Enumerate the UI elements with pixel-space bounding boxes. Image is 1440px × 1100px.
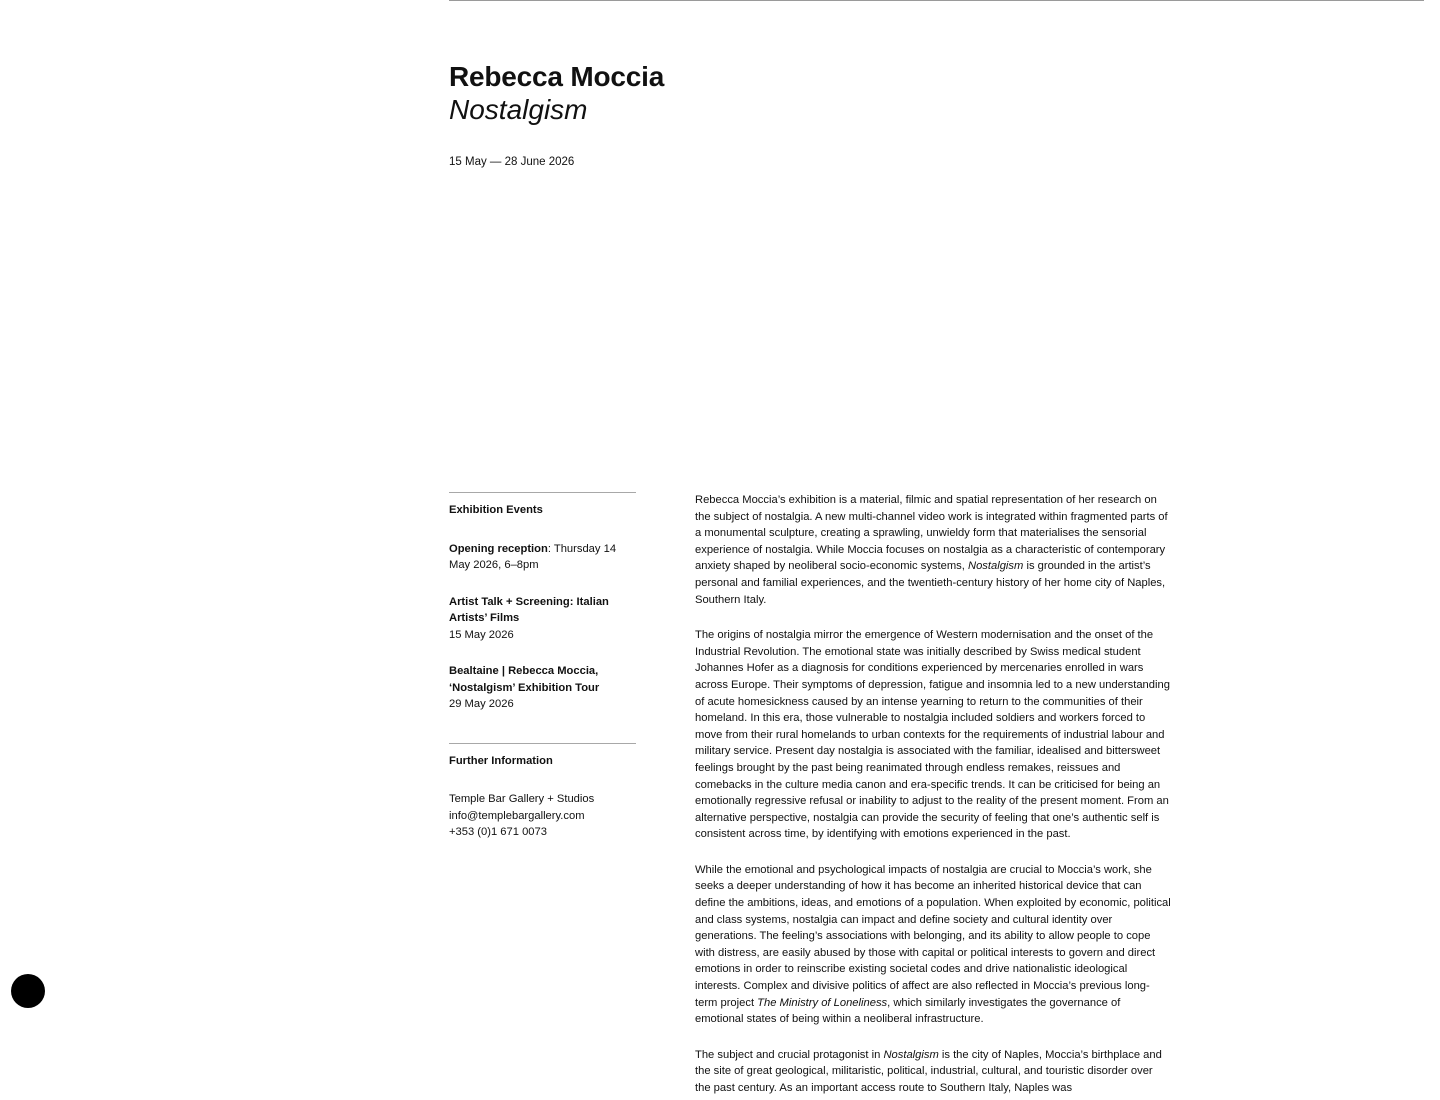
further-information-section [449, 743, 636, 841]
event-opening-reception[interactable] [449, 541, 636, 574]
event-bealtaine-tour[interactable] [449, 663, 636, 713]
gallery-name: Temple Bar Gallery + Studios [449, 793, 595, 805]
event-date: 15 May 2026 [449, 628, 514, 641]
event-title[interactable]: Artist Talk + Screening: Italian Artists’ Films [449, 595, 609, 624]
text: is the city of Naples, Moccia’s birthplace and the site of great geological, militaristic, political, industrial, cultural, and touristic disorder over the past century. As an important access route to Southern Italy, Naples was [695, 1048, 1162, 1094]
text: is grounded in the artist’s personal and familial experiences, and the twentieth-century history of her home city of Naples, Southern Italy. [695, 560, 1166, 606]
event-details: : Thursday 14 May 2026, 6–8pm [449, 542, 617, 571]
text: While the emotional and psychological impacts of nostalgia are crucial to Moccia’s work, she seeks a deeper understanding of how it has become an inherited historical device that can define the ambitions, ideas, and emotions of a population. When exploited by economic, political and class systems, nostalgia can impact and define society and cultural identity over generations. The feeling’s associations with belonging, and its ability to allow people to cope with distress, are easily abused by those with capital or political interests to govern and direct emotions in order to reinscribe existing societal codes and drive nationalistic ideological interests. Complex and divisive politics of affect are also reflected in Moccia’s previous long-term project [695, 863, 1171, 1009]
event-title[interactable]: Opening reception [449, 542, 548, 555]
description-paragraph-3 [695, 862, 1171, 1028]
exhibition-events-heading: Exhibition Events [449, 504, 543, 516]
exhibition-dates: 15 May — 28 June 2026 [449, 156, 575, 168]
exhibition-description [695, 492, 1171, 1100]
title-italic: Nostalgism [968, 560, 1024, 573]
top-divider [449, 0, 1424, 1]
description-paragraph-2: The origins of nostalgia mirror the emergence of Western modernisation and the onset of the Industrial Revolution. The emotional state was initially described by Swiss medical student Johannes Hofer as a diagnosis for conditions experienced by mercenaries enrolled in wars across Europe. Their symptoms of depression, fatigue and insomnia led to a new understanding of acute homesickness caused by an intense yearning to return to the communities of their homeland. In this era, those vulnerable to nostalgia included soldiers and workers forced to move from their rural homelands to urban contexts for the requirements of industrial labour and military service. Present day nostalgia is associated with the familiar, idealised and bittersweet feelings brought by the past being reanimated through endless remakes, reissues and comebacks in the culture media canon and era-specific trends. It can be criticised for being an emotionally regressive refusal or inability to adjust to the reality of the present moment. From an alternative perspective, nostalgia can provide the security of feeling that one’s authentic self is consistent across time, by identifying with emotions experienced in the past. [695, 629, 1170, 841]
text: The subject and crucial protagonist in [695, 1048, 884, 1061]
title-italic: The Ministry of Loneliness [757, 996, 888, 1009]
description-paragraph-1 [695, 492, 1171, 608]
floating-action-button[interactable] [11, 974, 45, 1008]
further-information-heading: Further Information [449, 754, 553, 767]
text: , which similarly investigates the governance of emotional states of being within a neoliberal infrastructure. [695, 996, 1121, 1026]
event-date: 29 May 2026 [449, 698, 514, 710]
sidebar [449, 492, 636, 841]
artist-name: Rebecca Moccia [449, 61, 665, 92]
description-paragraph-4 [695, 1047, 1171, 1097]
event-title[interactable]: Bealtaine | Rebecca Moccia, ‘Nostalgism’ Exhibition Tour [449, 665, 600, 694]
text: Rebecca Moccia’s exhibition is a material, filmic and spatial representation of her research on the subject of nostalgia. A new multi-channel video work is integrated within fragmented parts of a monumental sculpture, creating a sprawling, unwieldy form that materialises the sensorial experience of nostalgia. While Moccia focuses on nostalgia as a characteristic of contemporary anxiety shaped by neoliberal socio-economic systems, [695, 494, 1168, 573]
exhibition-header [449, 60, 689, 170]
title-italic: Nostalgism [883, 1048, 939, 1061]
event-artist-talk[interactable] [449, 594, 636, 644]
exhibition-title: Nostalgism [449, 94, 588, 125]
exhibition-events-section [449, 492, 636, 713]
email-link[interactable]: info@templebargallery.com [449, 809, 585, 822]
phone-link[interactable]: +353 (0)1 671 0073 [449, 826, 547, 838]
